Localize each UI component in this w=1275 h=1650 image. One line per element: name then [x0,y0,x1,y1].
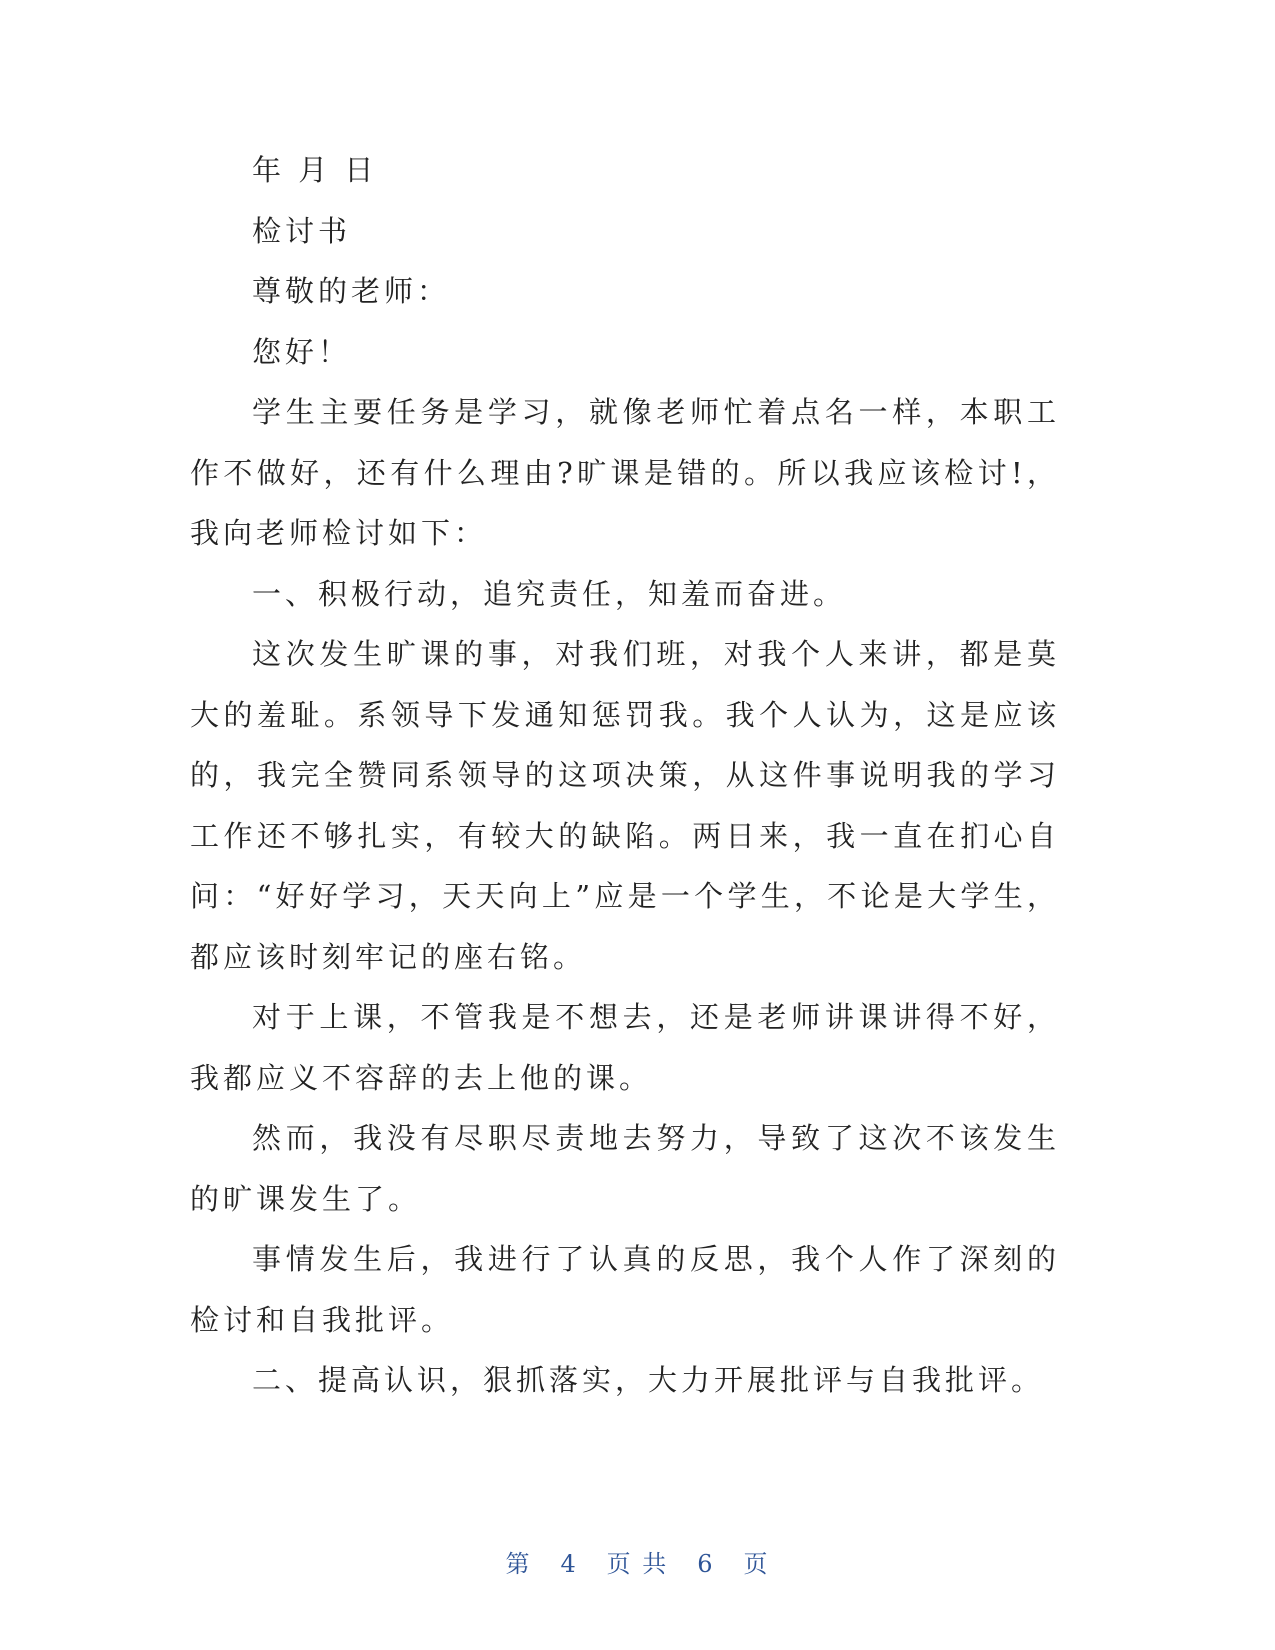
paragraph-body: 然而，我没有尽职尽责地去努力，导致了这次不该发生的旷课发生了。 [190,1121,1060,1216]
paragraph-body: 这次发生旷课的事，对我们班，对我个人来讲，都是莫大的羞耻。系领导下发通知惩罚我。我个人认为，这是应该的，我完全赞同系领导的这项决策，从这件事说明我的学习工作还不够扎实，有较大的缺陷。两日来，我一直在扪心自问：“好好学习，天天向上”应是一个学生，不论是大学生，都应该时刻牢记的座右铭。 [190,637,1060,974]
page-footer [0,1544,1275,1579]
document-body [190,140,1060,1411]
footer-suffix: 页 [743,1550,770,1578]
section-heading-two: 二、提高认识，狠抓落实，大力开展批评与自我批评。 [252,1363,1045,1397]
paragraph-body: 事情发生后，我进行了认真的反思，我个人作了深刻的检讨和自我批评。 [190,1242,1060,1337]
paragraph-intro: 学生主要任务是学习，就像老师忙着点名一样，本职工作不做好，还有什么理由?旷课是错的。所以我应该检讨!，我向老师检讨如下： [190,395,1060,550]
footer-middle: 页 共 [606,1550,669,1578]
greeting: 您好！ [252,334,352,369]
total-pages-number: 6 [697,1550,715,1578]
paragraph-body: 对于上课，不管我是不想去，还是老师讲课讲得不好，我都应义不容辞的去上他的课。 [190,1000,1060,1095]
footer-prefix: 第 [505,1550,532,1578]
section-heading-one: 一、积极行动，追究责任，知羞而奋进。 [252,576,847,611]
date-line: 年 月 日 [252,153,378,187]
document-title: 检讨书 [252,213,352,248]
current-page-number: 4 [560,1550,578,1578]
salutation: 尊敬的老师： [252,274,451,308]
